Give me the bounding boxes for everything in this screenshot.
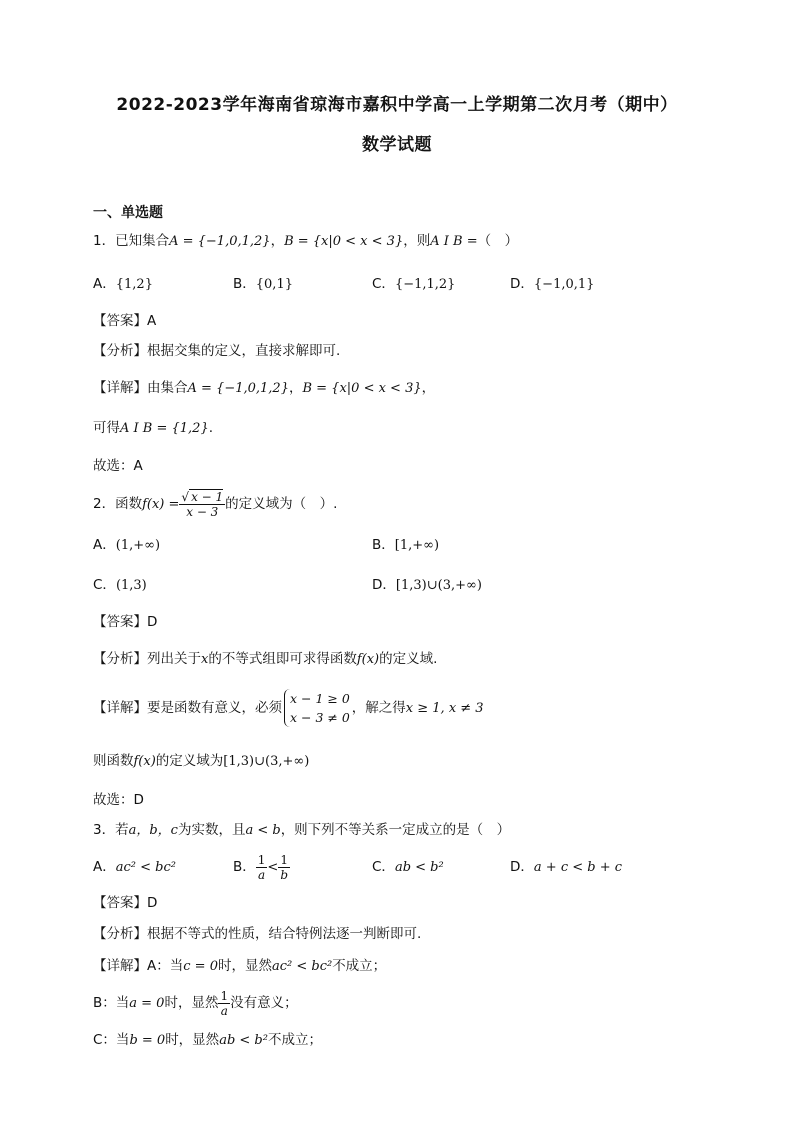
analysis-tag: 【分析】 (93, 926, 147, 942)
q2-conclusion-domain: [1,3)∪(3,+∞) (223, 754, 310, 769)
q2-option-b-label: B． (372, 537, 395, 553)
q2-function: f(x) = (142, 497, 180, 512)
q2-option-b-value: [1,+∞) (394, 538, 440, 553)
q2-analysis-var: x (201, 652, 209, 667)
q1-analysis-text: 根据交集的定义，直接求解即可. (147, 343, 341, 359)
q2-detail (93, 689, 484, 728)
q1-result-text: 可得 (93, 420, 120, 436)
q3-option-b (233, 850, 290, 885)
analysis-tag: 【分析】 (93, 651, 147, 667)
q2-analysis-fx: f(x) (356, 652, 380, 667)
section-heading: 一、单选题 (93, 205, 163, 221)
analysis-tag: 【分析】 (93, 343, 147, 359)
q3-detail-b-text3: 没有意义； (230, 995, 298, 1011)
q1-option-a (93, 274, 153, 295)
q1-answer-value: A (147, 313, 157, 329)
q1-stem-sep: ， (270, 233, 285, 249)
q2-option-d (372, 575, 482, 596)
q3-condition: a < b (245, 823, 281, 838)
q3-detail-c-cond: b = 0 (129, 1033, 166, 1048)
q2-option-c-label: C． (93, 577, 116, 593)
q2-fraction (179, 490, 225, 519)
q2-choose: 故选：D (93, 792, 144, 808)
q1-option-d (510, 274, 594, 295)
q2-option-d-label: D． (372, 577, 396, 593)
q2-analysis-text2: 的不等式组即可求得函数 (208, 651, 357, 667)
q2-conclusion (93, 751, 309, 772)
q1-stem-text2: ，则 (403, 233, 431, 249)
q2-conclusion-fx: f(x) (133, 754, 156, 769)
q3-stem-text3: ，则下列不等关系一定成立的是（ ） (280, 822, 511, 838)
q3-option-d-label: D． (510, 859, 534, 875)
q2-stem-text: 2．函数 (93, 496, 143, 512)
q2-option-c-value: (1,3) (115, 578, 147, 593)
q2-option-a-value: (1,+∞) (115, 538, 161, 553)
q3-detail-a-expr: ac² < bc² (271, 959, 333, 974)
q2-answer (93, 612, 157, 632)
q3-detail-b-text2: 时，显然 (164, 995, 219, 1011)
q1-detail-set-a: A = {−1,0,1,2} (187, 381, 289, 396)
q3-answer-value: D (147, 895, 158, 911)
q2-conclusion-text: 则函数 (93, 753, 134, 769)
q2-analysis (93, 649, 437, 670)
q2-detail-text2: ，解之得 (351, 700, 406, 716)
q2-system-row-2: x − 3 ≠ 0 (290, 710, 350, 725)
q3-option-b-frac2 (278, 853, 290, 882)
q2-option-a (93, 535, 160, 556)
answer-tag: 【答案】 (93, 313, 147, 329)
q3-option-b-frac1 (256, 853, 268, 882)
q3-option-a-label: A． (93, 859, 116, 875)
q2-option-d-value: [1,3)∪(3,+∞) (395, 578, 482, 593)
q2-analysis-text3: 的定义域. (379, 651, 438, 667)
q1-option-b-label: B． (233, 276, 256, 292)
q1-set-a: A = {−1,0,1,2} (169, 234, 271, 249)
detail-tag: 【详解】 (93, 380, 147, 396)
q3-option-a-value: ac² < bc² (115, 860, 176, 875)
q3-detail-c (93, 1030, 322, 1051)
q3-detail-b-num: 1 (220, 988, 229, 1003)
q3-detail-b-frac (218, 989, 230, 1018)
q3-stem-text: 3．若 (93, 822, 129, 838)
q2-option-a-label: A． (93, 537, 116, 553)
q1-expr: A I B = (430, 234, 478, 249)
q3-option-d-value: a + c < b + c (533, 860, 623, 875)
q3-frac1-den: a (258, 867, 266, 882)
q1-detail-text: 由集合 (147, 380, 188, 396)
q3-detail-a-text: A：当 (147, 958, 184, 974)
q3-stem-text2: 为实数，且 (177, 822, 246, 838)
q3-detail-a-cond: c = 0 (183, 959, 218, 974)
q3-frac1-num: 1 (257, 852, 266, 867)
q1-result (93, 418, 213, 439)
q3-option-c-value: ab < b² (394, 860, 444, 875)
q3-analysis-text: 根据不等式的性质，结合特例法逐一判断即可. (147, 926, 422, 942)
q2-stem-text2: 的定义域为（ ）. (225, 496, 338, 512)
q2-inequality-system (284, 689, 350, 727)
q3-answer (93, 893, 157, 913)
q3-option-d (510, 857, 622, 878)
q3-frac2-den: b (280, 867, 288, 882)
q3-detail-b-text: B：当 (93, 995, 130, 1011)
q3-frac2-num: 1 (278, 853, 290, 868)
q3-detail-c-text2: 时，显然 (165, 1032, 220, 1048)
sqrt-icon: √ (181, 489, 190, 504)
q1-stem-paren: （ ） (477, 233, 519, 249)
q3-option-a (93, 857, 176, 878)
q1-result-expr: A I B = {1,2} (120, 421, 209, 436)
q1-option-a-label: A． (93, 276, 116, 292)
q3-stem (93, 820, 510, 841)
q3-detail-a-text2: 时，显然 (217, 958, 272, 974)
q2-stem (93, 487, 337, 522)
q1-analysis (93, 341, 340, 361)
q1-option-c-value: {−1,1,2} (394, 277, 456, 292)
q1-result-end: . (208, 420, 214, 436)
q1-option-b-value: {0,1} (255, 277, 293, 292)
q1-stem (93, 231, 518, 252)
q1-detail (93, 378, 435, 399)
q1-set-b: B = {x|0 < x < 3} (284, 234, 404, 249)
answer-tag: 【答案】 (93, 895, 147, 911)
q1-option-d-value: {−1,0,1} (533, 277, 595, 292)
q3-detail-b-den: a (220, 1003, 228, 1018)
q3-option-c (372, 857, 444, 878)
q2-system-row-1: x − 1 ≥ 0 (290, 691, 350, 706)
q3-detail-a (93, 956, 386, 977)
q2-option-b (372, 535, 439, 556)
q3-detail-c-text3: 不成立； (267, 1032, 322, 1048)
q1-detail-end: ， (421, 380, 436, 396)
detail-tag: 【详解】 (93, 958, 147, 974)
q3-analysis (93, 924, 421, 944)
q3-option-c-label: C． (372, 859, 395, 875)
q1-option-c (372, 274, 455, 295)
q1-answer (93, 311, 156, 331)
q3-detail-b (93, 986, 298, 1021)
q2-detail-result: x ≥ 1, x ≠ 3 (405, 701, 484, 716)
q1-option-c-label: C． (372, 276, 395, 292)
q2-frac-den: x − 3 (186, 504, 219, 519)
q3-detail-c-text: C：当 (93, 1032, 130, 1048)
document-title: 2022-2023学年海南省琼海市嘉积中学高一上学期第二次月考（期中） (116, 95, 678, 115)
q1-option-a-value: {1,2} (115, 277, 153, 292)
q1-stem-text: 1．已知集合 (93, 233, 170, 249)
q2-analysis-text: 列出关于 (147, 651, 201, 667)
q2-detail-text: 要是函数有意义，必须 (147, 700, 282, 716)
q1-choose: 故选：A (93, 458, 143, 474)
q1-option-d-label: D． (510, 276, 534, 292)
q3-option-b-lt: < (267, 860, 279, 875)
q2-frac-num: x − 1 (191, 489, 224, 504)
q1-option-b (233, 274, 293, 295)
q1-detail-set-b: B = {x|0 < x < 3} (302, 381, 422, 396)
q2-conclusion-text2: 的定义域为 (155, 753, 224, 769)
q3-detail-a-text3: 不成立； (332, 958, 387, 974)
q2-option-c (93, 575, 147, 596)
q3-option-b-label: B． (233, 859, 256, 875)
q1-detail-sep: ， (288, 380, 303, 396)
q3-detail-c-expr: ab < b² (219, 1033, 268, 1048)
q2-answer-value: D (147, 614, 158, 630)
q3-vars: a，b，c (128, 823, 178, 838)
q3-detail-b-cond: a = 0 (129, 996, 165, 1011)
detail-tag: 【详解】 (93, 700, 147, 716)
document-subtitle: 数学试题 (362, 135, 432, 155)
answer-tag: 【答案】 (93, 614, 147, 630)
